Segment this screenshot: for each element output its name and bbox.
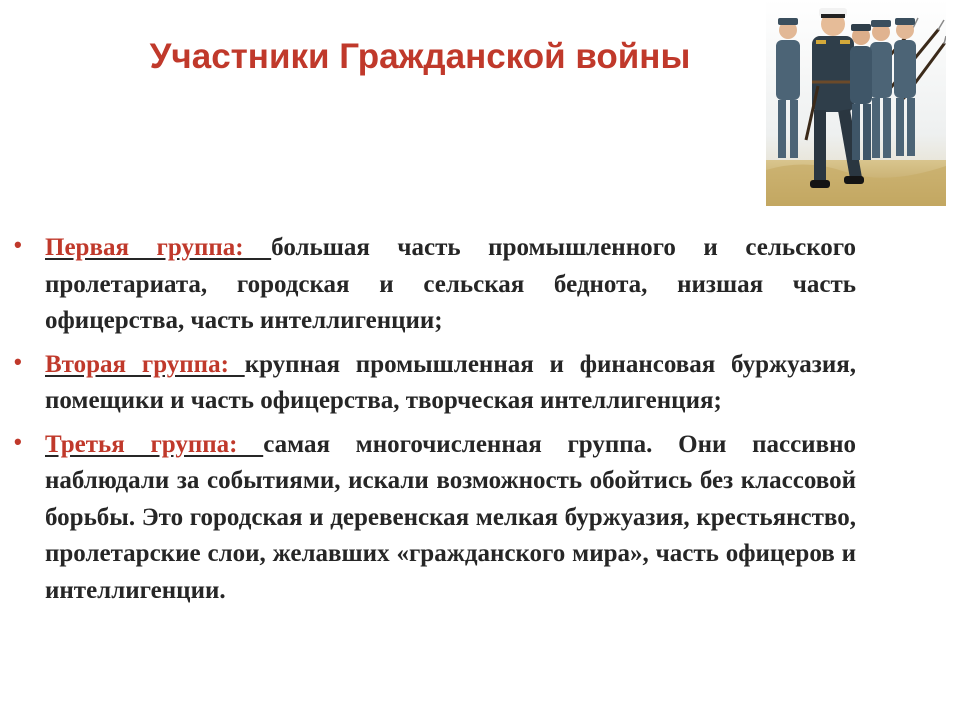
bullet-marker-icon: • bbox=[14, 232, 22, 257]
bullet-first-group bbox=[14, 230, 856, 340]
third-group-text: самая многочисленная группа. Они пассивно наблюдали за событиями, искали возможность обойтись без классовой борьбы. Это городская и деревенская мелкая буржуазия, крестьянство, пролетарские слои, желавших «гражданского мира», часть офицеров и интеллигенции. bbox=[45, 430, 856, 604]
bullet-marker-icon: • bbox=[14, 348, 22, 374]
third-group-label: Третья группа: bbox=[45, 430, 264, 458]
soldiers-illustration bbox=[766, 0, 946, 206]
bullet-marker-icon: • bbox=[14, 428, 22, 454]
slide-title: Участники Гражданской войны bbox=[149, 37, 691, 76]
soldiers-illustration-icon bbox=[766, 0, 946, 206]
second-group-label: Вторая группа: bbox=[45, 350, 245, 378]
bullet-second-group bbox=[14, 347, 856, 420]
second-group-text: крупная промышленная и финансовая буржуазия, помещики и часть офицерства, творческая интеллигенция; bbox=[45, 350, 856, 414]
bullet-list bbox=[14, 230, 856, 616]
first-group-label: Первая группа: bbox=[45, 234, 272, 261]
bullet-third-group bbox=[14, 427, 856, 610]
first-group-text: большая часть промышленного и сельского пролетариата, городская и сельская беднота, низшая часть офицерства, часть интеллигенции; bbox=[45, 234, 856, 334]
